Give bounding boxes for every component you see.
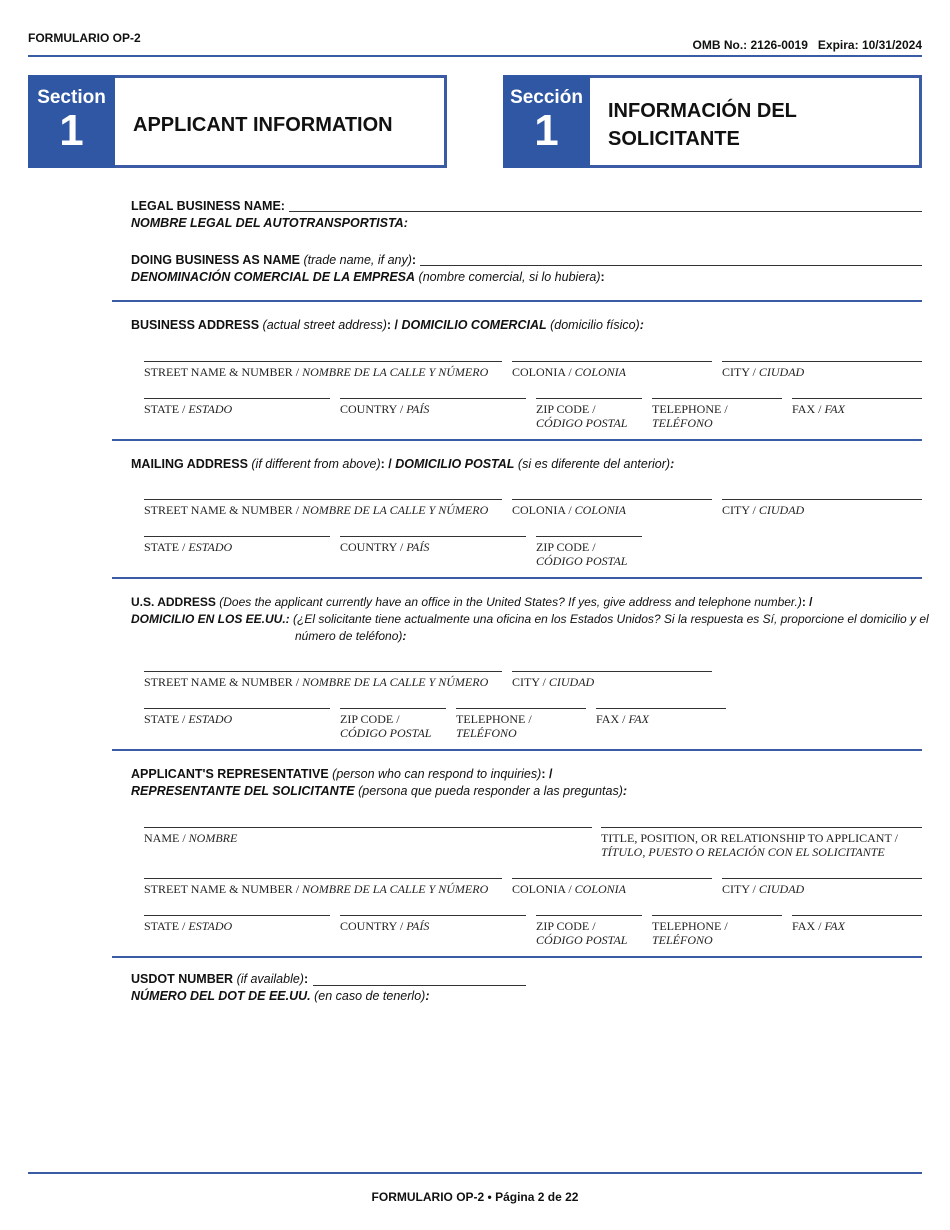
rep-street-caption: STREET NAME & NUMBER / NOMBRE DE LA CALLE Y NÚMERO	[144, 882, 489, 896]
business-country-field[interactable]	[340, 398, 526, 399]
section-tag-en	[28, 75, 115, 168]
rep-telephone-field[interactable]	[652, 915, 782, 916]
business-country-caption: COUNTRY / PAÍS	[340, 402, 430, 416]
divider-4	[112, 749, 922, 751]
rep-state-field[interactable]	[144, 915, 330, 916]
divider-1	[112, 300, 922, 302]
dba-label-es: DENOMINACIÓN COMERCIAL DE LA EMPRESA (nombre comercial, si lo hubiera):	[131, 270, 605, 284]
rep-title-caption: TITLE, POSITION, OR RELATIONSHIP TO APPLICANT / TÍTULO, PUESTO O RELACIÓN CON EL SOLICITANTE	[601, 831, 898, 859]
us-address-label: U.S. ADDRESS (Does the applicant currently have an office in the United States? If yes, give address and telephone number.): /	[131, 595, 813, 609]
mailing-zip-field[interactable]	[536, 536, 642, 537]
mailing-state-field[interactable]	[144, 536, 330, 537]
mailing-street-field[interactable]	[144, 499, 502, 500]
us-telephone-caption: TELEPHONE / TELÉFONO	[456, 712, 532, 740]
rep-fax-field[interactable]	[792, 915, 922, 916]
dba-label: DOING BUSINESS AS NAME (trade name, if any):	[131, 253, 417, 267]
mailing-state-caption: STATE / ESTADO	[144, 540, 233, 554]
business-fax-field[interactable]	[792, 398, 922, 399]
us-state-field[interactable]	[144, 708, 330, 709]
business-zip-caption: ZIP CODE / CÓDIGO POSTAL	[536, 402, 628, 430]
footer-rule	[28, 1172, 922, 1174]
section-title-en: APPLICANT INFORMATION	[133, 114, 393, 136]
representative-label-es: REPRESENTANTE DEL SOLICITANTE (persona que pueda responder a las preguntas):	[131, 784, 628, 798]
divider-2	[112, 439, 922, 441]
mailing-city-field[interactable]	[722, 499, 922, 500]
legal-name-label: LEGAL BUSINESS NAME:	[131, 199, 285, 213]
us-fax-caption: FAX / FAX	[596, 712, 649, 726]
rep-city-field[interactable]	[722, 878, 922, 879]
rep-country-caption: COUNTRY / PAÍS	[340, 919, 430, 933]
us-telephone-field[interactable]	[456, 708, 586, 709]
rep-colonia-field[interactable]	[512, 878, 712, 879]
business-telephone-field[interactable]	[652, 398, 782, 399]
rep-country-field[interactable]	[340, 915, 526, 916]
mailing-zip-caption: ZIP CODE / CÓDIGO POSTAL	[536, 540, 628, 568]
rep-name-field[interactable]	[144, 827, 592, 828]
business-colonia-field[interactable]	[512, 361, 712, 362]
header-rule	[28, 55, 922, 57]
business-city-field[interactable]	[722, 361, 922, 362]
legal-name-label-es: NOMBRE LEGAL DEL AUTOTRANSPORTISTA:	[131, 216, 408, 230]
business-colonia-caption: COLONIA / COLONIA	[512, 365, 627, 379]
omb-info	[693, 38, 922, 52]
us-city-field[interactable]	[512, 671, 712, 672]
us-address-label-es: DOMICILIO EN LOS EE.UU.: (¿El solicitante tiene actualmente una oficina en los Estados Unidos? Si la respuesta es Sí, proporcione el domicilio y el	[131, 612, 929, 626]
section-title-es-2: SOLICITANTE	[608, 128, 740, 150]
section-title-box-es	[590, 75, 922, 168]
mailing-colonia-caption: COLONIA / COLONIA	[512, 503, 627, 517]
divider-5	[112, 956, 922, 958]
business-state-field[interactable]	[144, 398, 330, 399]
rep-name-caption: NAME / NOMBRE	[144, 831, 238, 845]
section-word: Section	[37, 87, 106, 108]
form-id: FORMULARIO OP-2	[28, 31, 141, 45]
rep-city-caption: CITY / CIUDAD	[722, 882, 805, 896]
mailing-colonia-field[interactable]	[512, 499, 712, 500]
mailing-address-label: MAILING ADDRESS (if different from above): / DOMICILIO POSTAL (si es diferente del anterior):	[131, 457, 675, 471]
rep-street-field[interactable]	[144, 878, 502, 879]
business-street-field[interactable]	[144, 361, 502, 362]
rep-zip-field[interactable]	[536, 915, 642, 916]
rep-telephone-caption: TELEPHONE / TELÉFONO	[652, 919, 728, 947]
us-address-label-es-2: número de teléfono):	[295, 629, 407, 643]
business-fax-caption: FAX / FAX	[792, 402, 845, 416]
us-street-caption: STREET NAME & NUMBER / NOMBRE DE LA CALLE Y NÚMERO	[144, 675, 489, 689]
usdot-label-es: NÚMERO DEL DOT DE EE.UU. (en caso de tenerlo):	[131, 989, 430, 1003]
us-city-caption: CITY / CIUDAD	[512, 675, 595, 689]
us-state-caption: STATE / ESTADO	[144, 712, 233, 726]
mailing-country-field[interactable]	[340, 536, 526, 537]
divider-3	[112, 577, 922, 579]
mailing-country-caption: COUNTRY / PAÍS	[340, 540, 430, 554]
mailing-city-caption: CITY / CIUDAD	[722, 503, 805, 517]
dba-field[interactable]	[420, 265, 922, 266]
expiration: Expira: 10/31/2024	[817, 38, 922, 52]
page-footer: FORMULARIO OP-2 • Página 2 de 22	[371, 1190, 579, 1204]
business-zip-field[interactable]	[536, 398, 642, 399]
us-street-field[interactable]	[144, 671, 502, 672]
legal-name-field[interactable]	[289, 211, 922, 212]
us-zip-field[interactable]	[340, 708, 446, 709]
rep-colonia-caption: COLONIA / COLONIA	[512, 882, 627, 896]
section-title-es-1: INFORMACIÓN DEL	[608, 100, 797, 122]
business-telephone-caption: TELEPHONE / TELÉFONO	[652, 402, 728, 430]
business-street-caption: STREET NAME & NUMBER / NOMBRE DE LA CALLE Y NÚMERO	[144, 365, 489, 379]
us-fax-field[interactable]	[596, 708, 726, 709]
usdot-field[interactable]	[313, 985, 526, 986]
business-address-label: BUSINESS ADDRESS (actual street address): / DOMICILIO COMERCIAL (domicilio físico):	[131, 318, 644, 332]
omb-number: OMB No.: 2126-0019	[692, 38, 808, 52]
representative-label: APPLICANT'S REPRESENTATIVE (person who can respond to inquiries): /	[131, 767, 553, 781]
business-city-caption: CITY / CIUDAD	[722, 365, 805, 379]
rep-state-caption: STATE / ESTADO	[144, 919, 233, 933]
usdot-label: USDOT NUMBER (if available):	[131, 972, 309, 986]
rep-title-field[interactable]	[601, 827, 922, 828]
section-tag-es	[503, 75, 590, 168]
section-number-es: 1	[534, 106, 559, 155]
section-word-es: Sección	[510, 87, 583, 108]
section-number: 1	[59, 106, 84, 155]
rep-zip-caption: ZIP CODE / CÓDIGO POSTAL	[536, 919, 628, 947]
us-zip-caption: ZIP CODE / CÓDIGO POSTAL	[340, 712, 432, 740]
section-title-box-en	[115, 75, 447, 168]
mailing-street-caption: STREET NAME & NUMBER / NOMBRE DE LA CALLE Y NÚMERO	[144, 503, 489, 517]
business-state-caption: STATE / ESTADO	[144, 402, 233, 416]
rep-fax-caption: FAX / FAX	[792, 919, 845, 933]
